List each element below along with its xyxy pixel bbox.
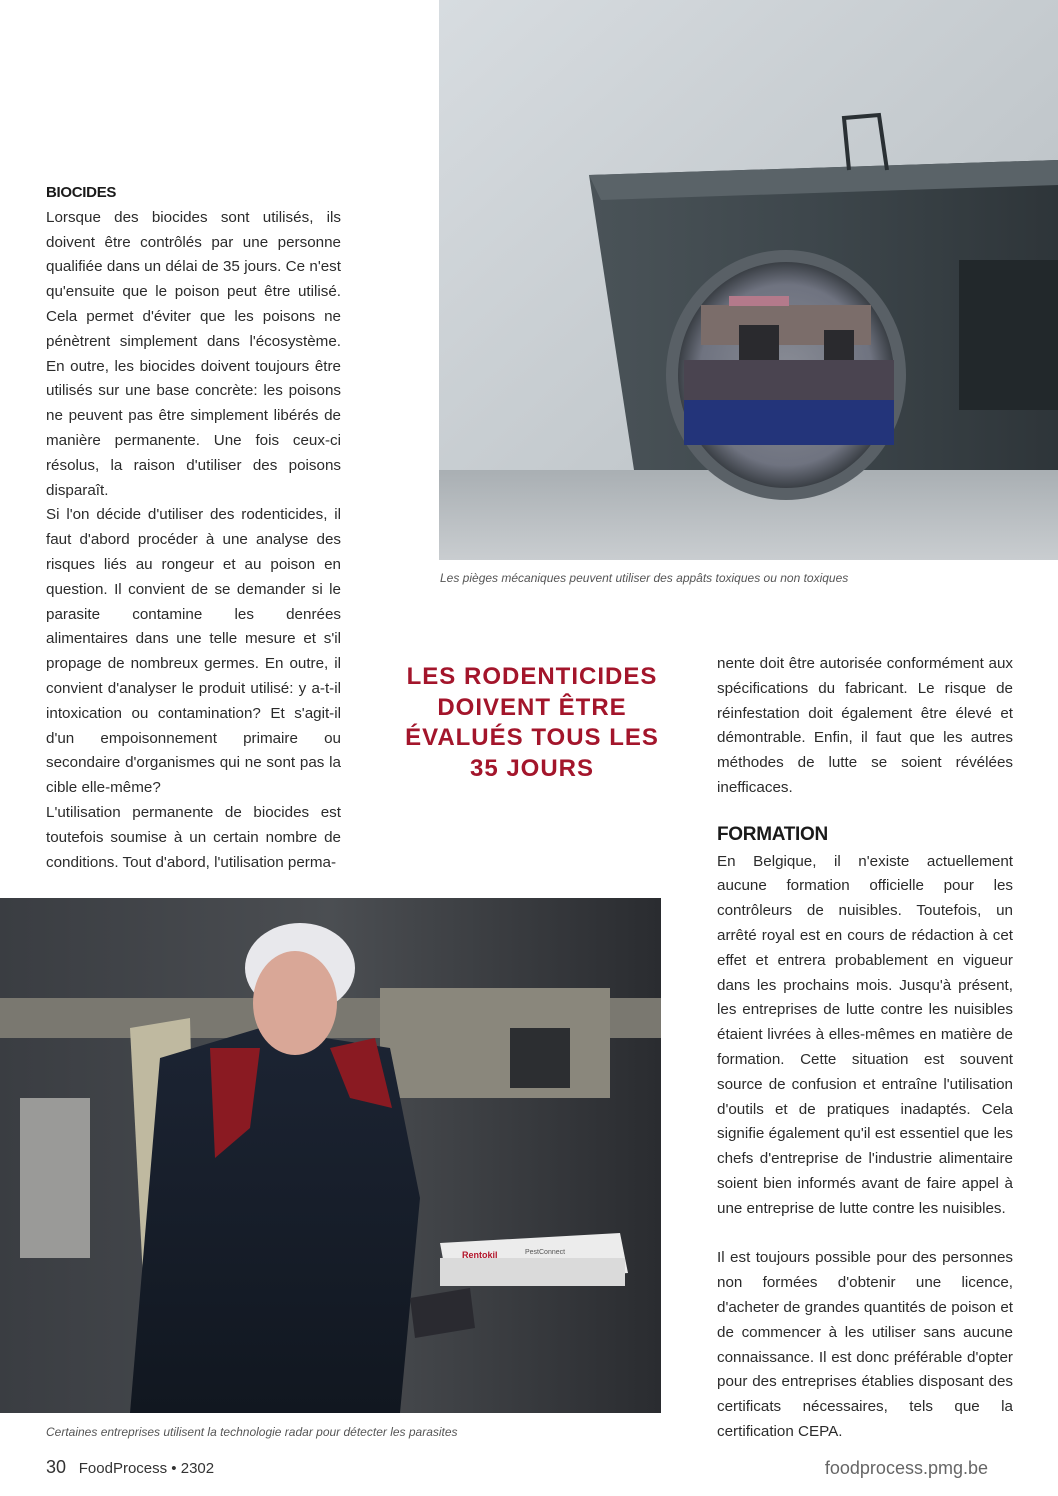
trap-illustration <box>439 0 1058 560</box>
device-product-label: PestConnect <box>525 1249 566 1256</box>
photo-mechanical-trap <box>439 0 1058 560</box>
heading-formation: FORMATION <box>717 823 828 845</box>
heading-biocides: BIOCIDES <box>46 184 117 201</box>
right-intro-paragraph: nente doit être autorisée conformément aux spécifications du fabricant. Le risque de réinfestation doit également être élevé et démontrable. Enfin, il faut que les autres méthodes de lutte se soient révélées inefficaces. <box>717 655 1013 796</box>
pull-quote: LES RODENTICIDES DOIVENT ÊTRE ÉVALUÉS TOUS LES 35 JOURS <box>405 663 659 782</box>
footer-left <box>46 1457 214 1478</box>
left-paragraph-3: L'utilisation permanente de biocides est toutefois soumise à un certain nombre de conditions. Tout d'abord, l'utilisation perma- <box>46 803 341 871</box>
device-brand-label: Rentokil <box>462 1250 498 1260</box>
magazine-issue: FoodProcess • 2302 <box>78 1460 215 1477</box>
technician-illustration <box>0 898 661 1413</box>
photo-technician-radar <box>0 898 661 1413</box>
left-column <box>46 181 341 875</box>
footer-website-link[interactable]: foodprocess.pmg.be <box>824 1458 988 1478</box>
photo-top-caption: Les pièges mécaniques peuvent utiliser des appâts toxiques ou non toxiques <box>440 571 849 585</box>
right-column <box>717 652 1013 1445</box>
photo-bottom-caption: Certaines entreprises utilisent la technologie radar pour détecter les parasites <box>46 1425 458 1439</box>
right-paragraph-2: Il est toujours possible pour des personnes non formées d'obtenir une licence, d'acheter de grandes quantités de poison et de commencer à les utiliser sans aucune connaissance. Il est donc préférable d'opter pour des entreprises établies disposant des certificats nécessaires, tels que la certification CEPA. <box>717 1249 1013 1440</box>
page-number: 30 <box>46 1457 67 1477</box>
left-paragraph-1: Lorsque des biocides sont utilisés, ils doivent être contrôlés par une personne qualifiée dans un délai de 35 jours. Ce n'est qu'ensuite que le poison peut être utilisé. Cela permet d'éviter que les poisons ne pénètrent simplement dans l'écosystème. En outre, les biocides doivent toujours être utilisés sur une base concrète: les poisons ne peuvent pas être simplement libérés de manière permanente. Une fois ceux-ci résolus, la raison d'utiliser des poisons disparaît. <box>46 208 341 499</box>
left-paragraph-2: Si l'on décide d'utiliser des rodenticides, il faut d'abord procéder à une analyse des risques liés au rongeur et au poison en question. Il convient de se demander si le parasite contamine les denrées alimentaires dans une telle mesure et s'il propage de nombreux germes. En outre, il convient d'analyser le produit utilisé: y a-t-il intoxication ou contamination? Et s'agit-il d'un empoisonnement primaire ou secondaire d'organismes qui ne sont pas la cible elle-même? <box>46 506 341 797</box>
right-paragraph-1: En Belgique, il n'existe actuellement aucune formation officielle pour les contrôleurs de nuisibles. Toutefois, un arrêté royal est en cours de rédaction à cet effet et entrera probablement en vigueur dans les prochains mois. Jusqu'à présent, les entreprises de lutte contre les nuisibles étaient livrées à elles-mêmes en matière de formation. Cette situation est souvent source de confusion et entraîne l'utilisation d'outils et de pratiques inadaptés. Cela signifie également qu'il est essentiel que les chefs d'entreprise de l'industrie alimentaire soient bien informés avant de faire appel à une entreprise de lutte contre les nuisibles. <box>717 852 1013 1217</box>
